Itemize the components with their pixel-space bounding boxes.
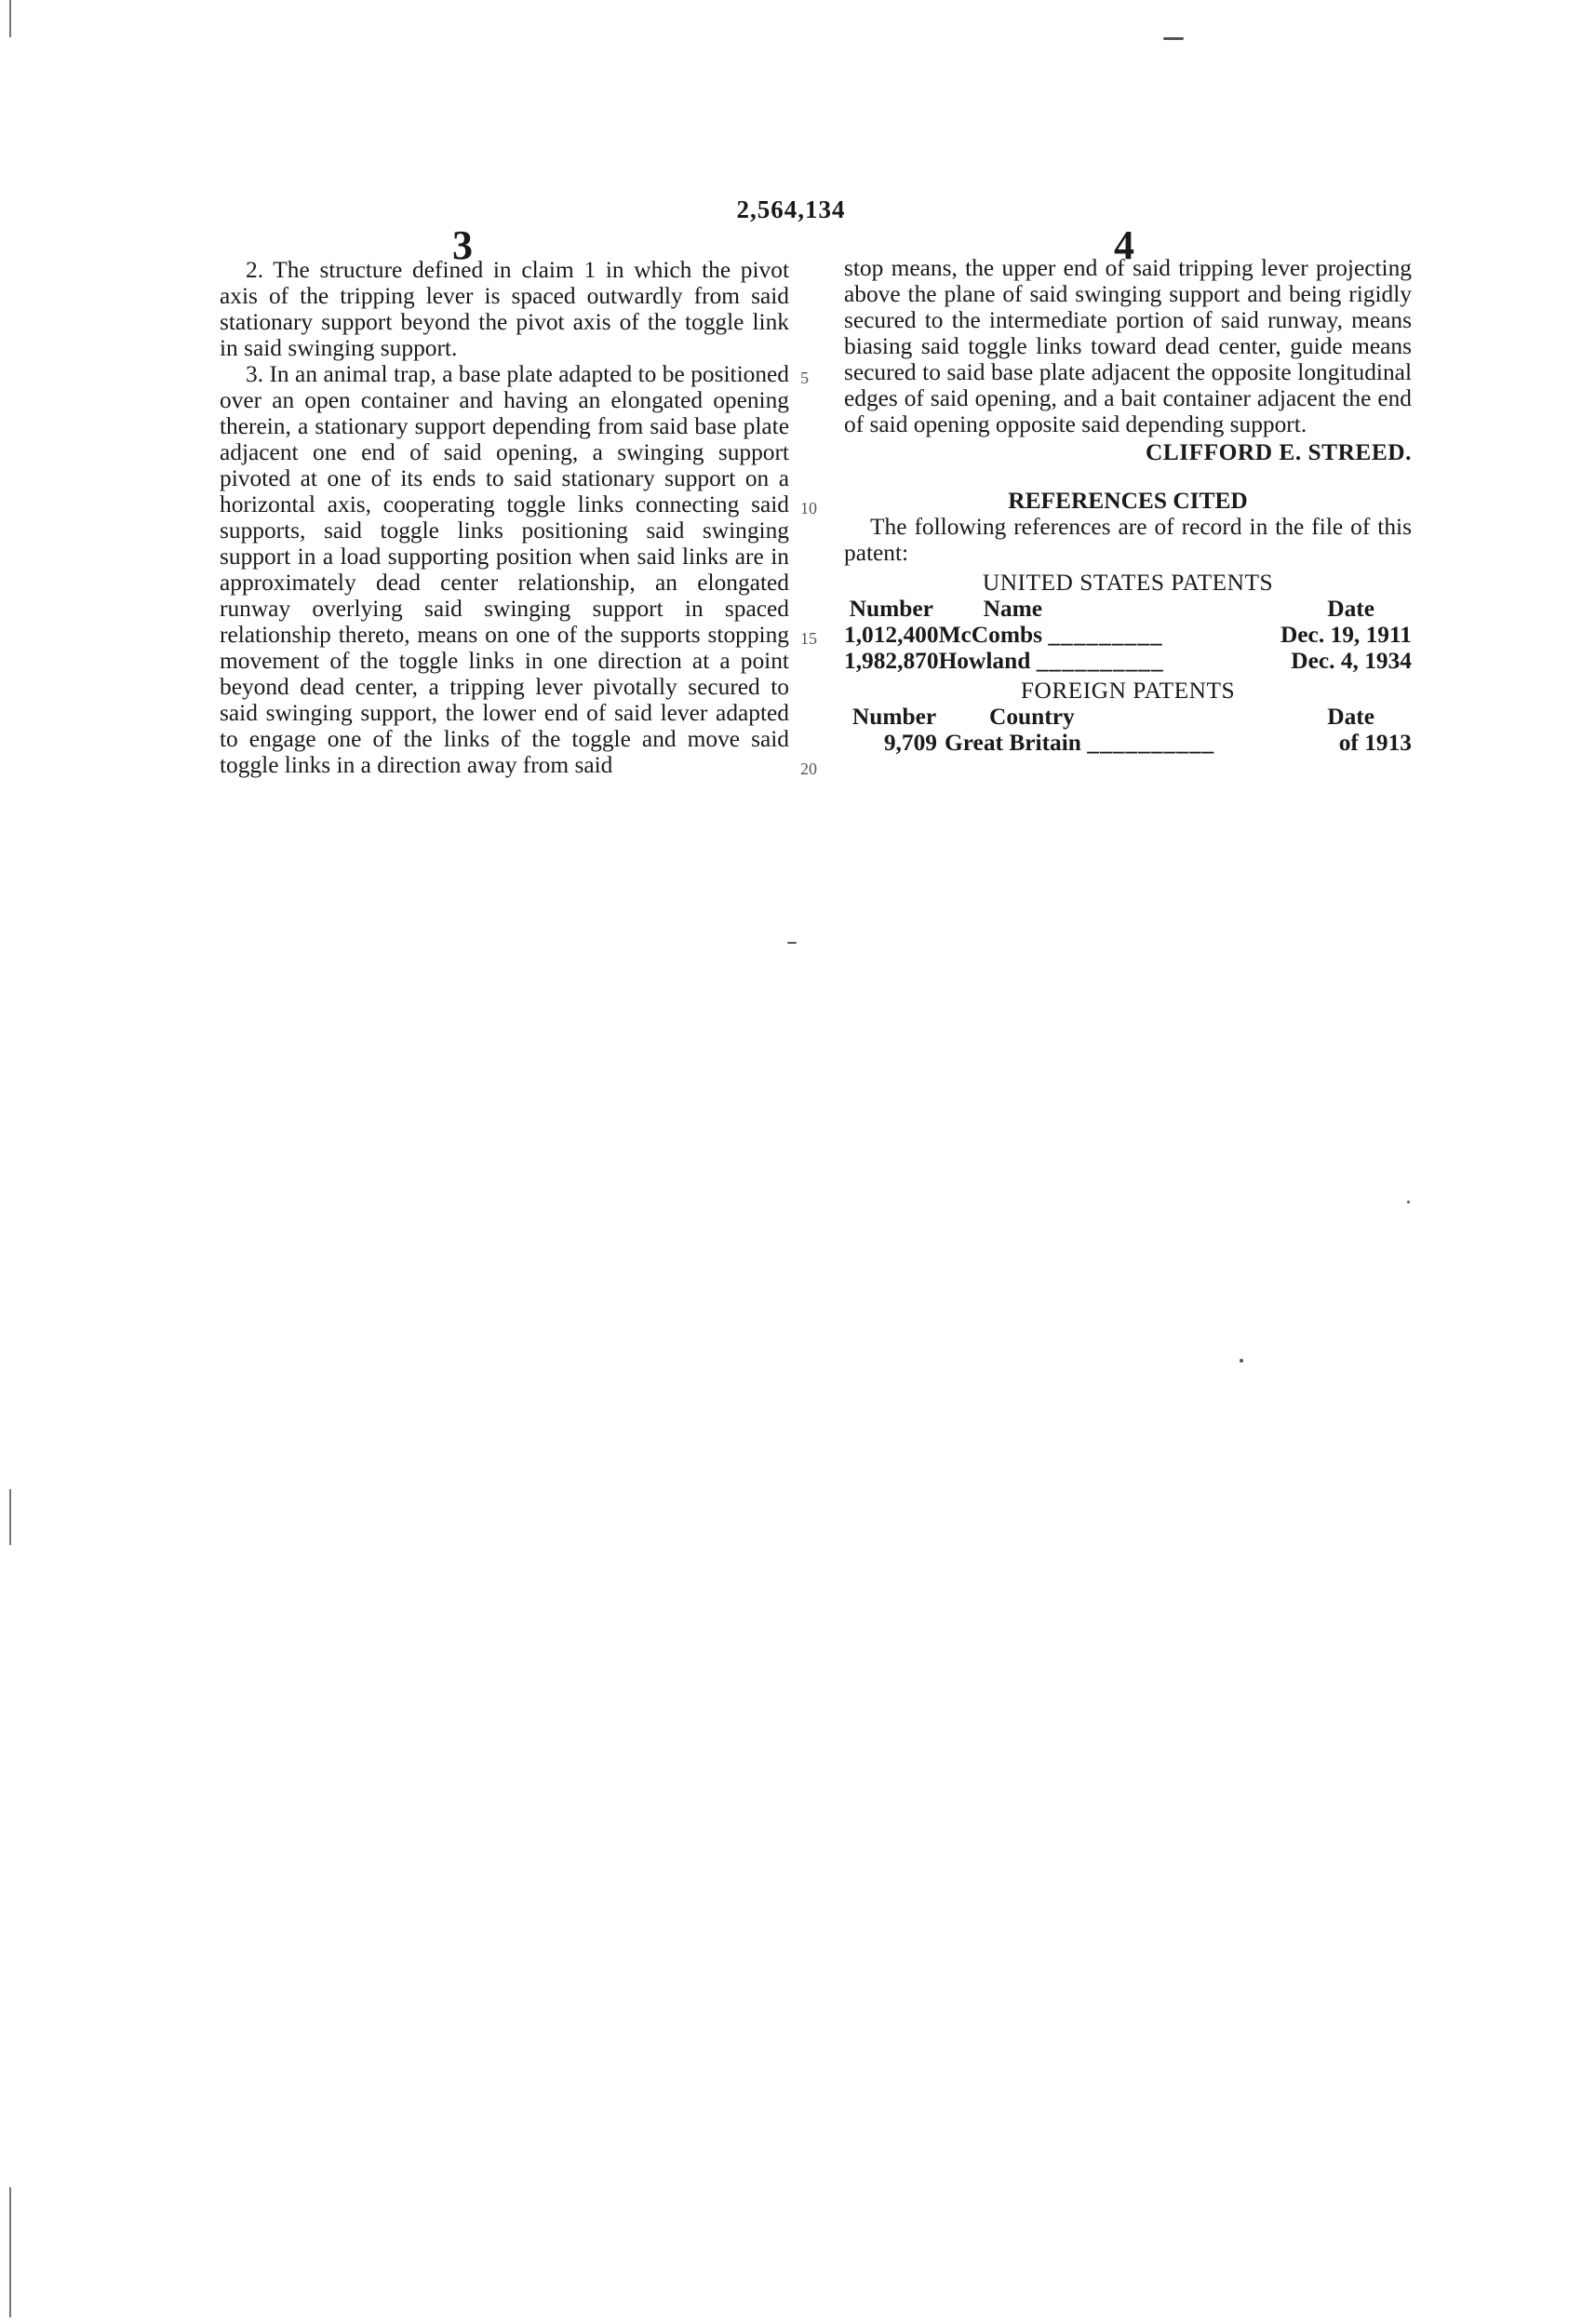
scan-edge-mark bbox=[9, 2187, 11, 2317]
table-row bbox=[844, 648, 1412, 674]
patent-number-cell: 1,012,400 bbox=[844, 622, 939, 648]
column-header-number: Number bbox=[849, 596, 933, 622]
column-header-date: Date bbox=[1327, 596, 1374, 622]
table-header-row bbox=[844, 704, 1412, 730]
table-header-row bbox=[844, 596, 1412, 622]
scan-speck bbox=[787, 942, 797, 944]
line-number-15: 15 bbox=[800, 629, 817, 648]
country-cell: Great Britain __________ bbox=[945, 730, 1215, 756]
patent-number: 2,564,134 bbox=[736, 195, 846, 223]
patentee-name-cell: Howland __________ bbox=[938, 648, 1164, 674]
scan-edge-mark bbox=[9, 0, 11, 37]
references-intro: The following references are of record in the file of this patent: bbox=[844, 514, 1412, 566]
right-text-column bbox=[844, 255, 1412, 756]
references-heading: REFERENCES CITED bbox=[1008, 488, 1248, 514]
patentee-name-cell: McCombs _________ bbox=[938, 622, 1163, 648]
left-text-column bbox=[220, 257, 789, 778]
claim-3-paragraph: 3. In an animal trap, a base plate adapted to be positioned over an open container and having an elongated opening therein, a stationary support depending from said base plate adjacent one end of said opening, a swinging support pivoted at one of its ends to said stationary support on a horizontal axis, cooperating toggle links connecting said supports, said toggle links positioning said swinging support in a load supporting position when said links are in approximately dead center relationship, an elongated runway overlying said swinging support in spaced relationship thereto, means on one of the supports stopping movement of the toggle links in one direction at a point beyond dead center, a tripping lever pivotally secured to said swinging support, the lower end of said lever adapted to engage one of the links of the toggle and move said toggle links in a direction away from said bbox=[220, 361, 789, 778]
column-header-name: Name bbox=[983, 596, 1043, 622]
patent-date-cell: Dec. 4, 1934 bbox=[1291, 648, 1412, 674]
column-header-number: Number bbox=[851, 704, 937, 730]
column-header-date: Date bbox=[1327, 704, 1374, 730]
patent-number-cell: 9,709 bbox=[883, 730, 937, 756]
scan-speck bbox=[1240, 1359, 1243, 1363]
patent-number-cell: 1,982,870 bbox=[844, 648, 939, 674]
inventor-signature: CLIFFORD E. STREED. bbox=[1145, 439, 1412, 465]
column-header-country: Country bbox=[989, 704, 1075, 730]
table-row bbox=[844, 622, 1412, 648]
right-column-number: 4 bbox=[1114, 222, 1134, 268]
patent-date-cell: of 1913 bbox=[1338, 730, 1412, 756]
foreign-patents-table bbox=[844, 704, 1412, 756]
line-number-20: 20 bbox=[800, 759, 817, 778]
scan-edge-mark bbox=[9, 1489, 11, 1545]
patent-date-cell: Dec. 19, 1911 bbox=[1280, 622, 1412, 648]
line-number-5: 5 bbox=[800, 369, 809, 387]
us-patents-heading: UNITED STATES PATENTS bbox=[982, 570, 1274, 596]
table-row bbox=[844, 730, 1412, 756]
us-patents-table bbox=[844, 596, 1412, 674]
scan-speck bbox=[1163, 37, 1184, 40]
claim-2-paragraph: 2. The structure defined in claim 1 in which the pivot axis of the tripping lever is spaced outwardly from said stationary support beyond the pivot axis of the toggle link in said swinging support. bbox=[220, 257, 789, 361]
scan-speck bbox=[1407, 1201, 1410, 1203]
line-number-10: 10 bbox=[800, 499, 817, 517]
claim-3-continuation: stop means, the upper end of said tripping lever projecting above the plane of said swinging support and being rigidly secured to the intermediate portion of said runway, means biasing said toggle links toward dead center, guide means secured to said base plate adjacent the opposite longitudinal edges of said opening, and a bait container adjacent the end of said opening opposite said depending support. bbox=[844, 255, 1412, 437]
foreign-patents-heading: FOREIGN PATENTS bbox=[1020, 678, 1236, 704]
left-column-number: 3 bbox=[452, 222, 473, 268]
